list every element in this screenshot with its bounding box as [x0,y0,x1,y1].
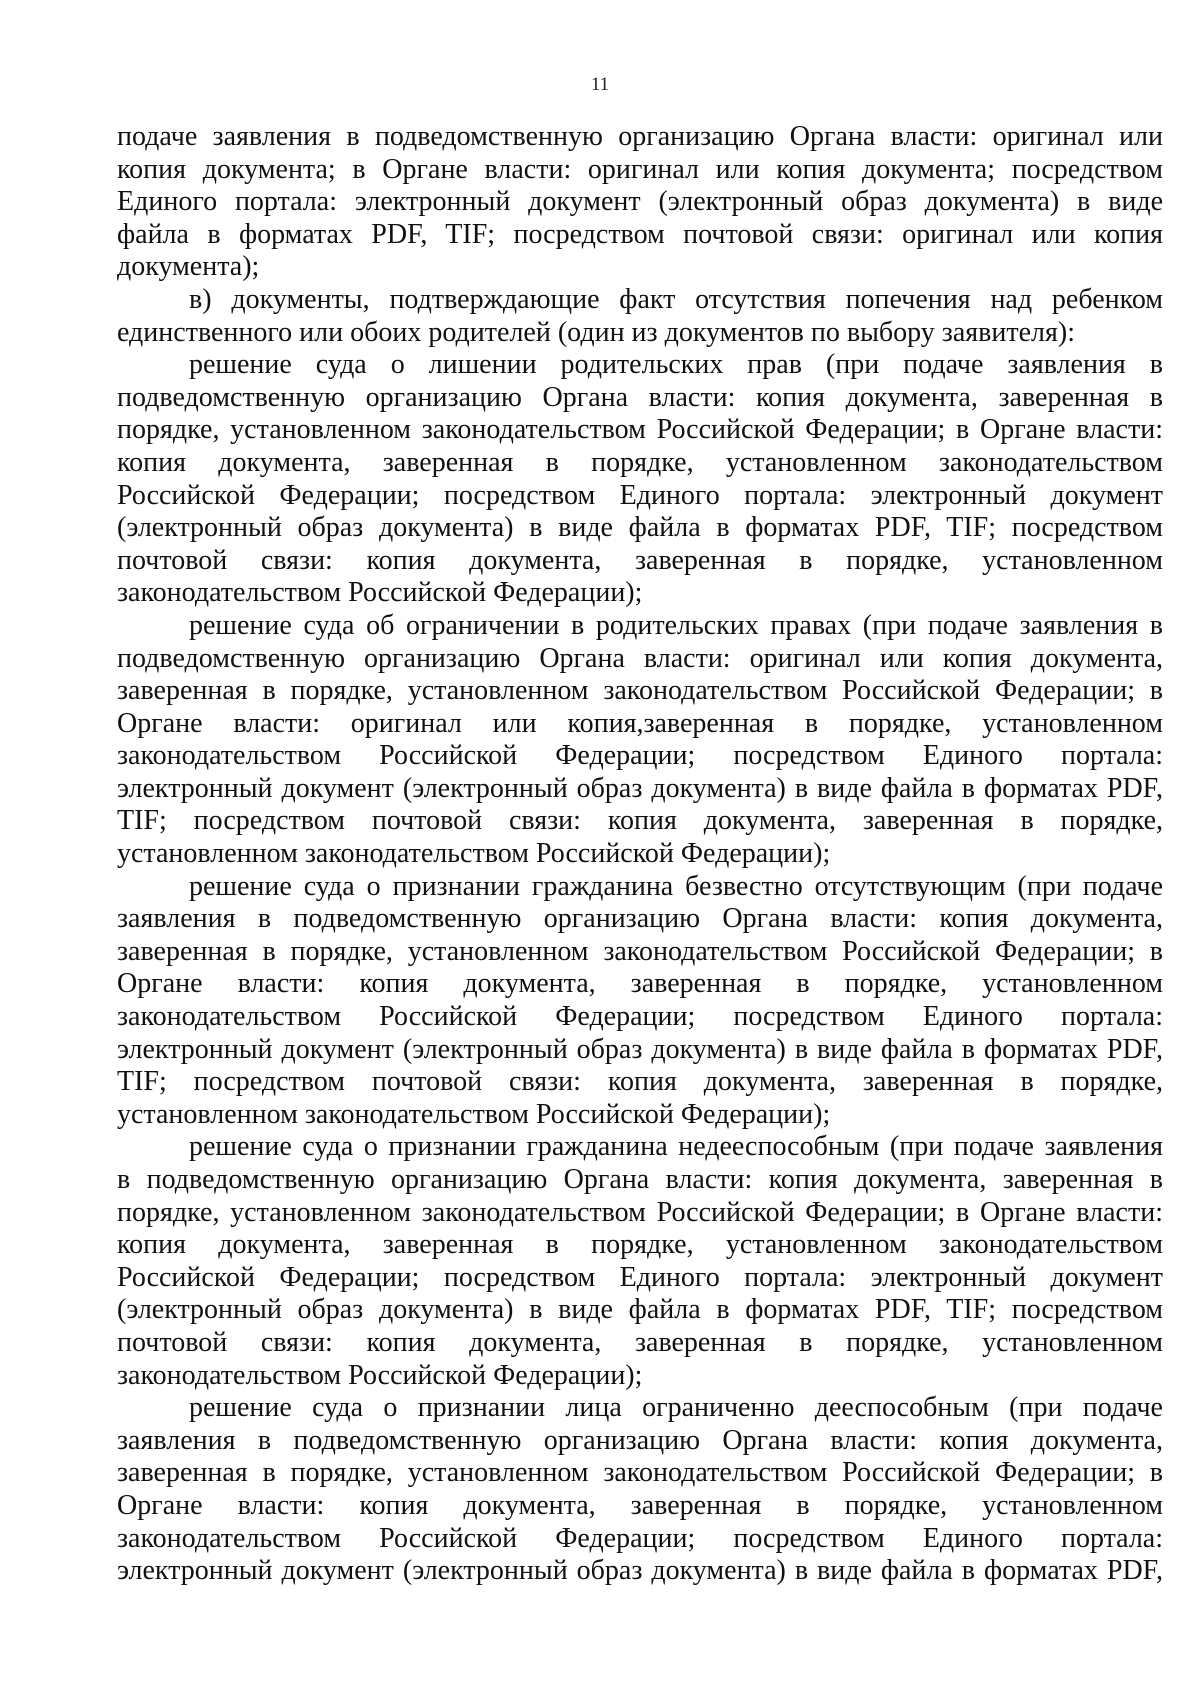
text-line: файла в форматах PDF, TIF; посредством почтовой связи: оригинал или копия [117,218,1163,250]
text-line: решение суда о лишении родительских прав (при подаче заявления в [189,349,1163,381]
text-line: электронный документ (электронный образ документа) в виде файла в форматах PDF, [117,772,1163,804]
text-line: Российской Федерации; посредством Единого портала: электронный документ [117,1261,1163,1293]
text-line: копия документа; в Органе власти: оригинал или копия документа; посредством [117,153,1163,185]
text-line: решение суда о признании гражданина безвестно отсутствующим (при подаче [189,870,1163,902]
paragraph-limited-capacity [117,1392,1163,1588]
text-line: почтовой связи: копия документа, заверенная в порядке, установленном [117,1326,1163,1358]
document-body [117,121,1163,1588]
text-line: заверенная в порядке, установленном законодательством Российской Федерации; в [117,675,1163,707]
text-line: (электронный образ документа) в виде файла в форматах PDF, TIF; посредством [117,1294,1163,1326]
page-number: 11 [590,74,610,95]
paragraph-restriction [117,610,1163,871]
text-line: Органе власти: копия документа, заверенная в порядке, установленном [117,1489,1163,1521]
text-line: решение суда о признании гражданина недееспособным (при подаче заявления [189,1131,1163,1163]
text-line: единственного или обоих родителей (один из документов по выбору заявителя): [117,316,1075,348]
paragraph-missing-person [117,871,1163,1132]
text-line: порядке, установленном законодательством Российской Федерации; в Органе власти: [117,414,1163,446]
text-line: Органе власти: копия документа, заверенная в порядке, установленном [117,968,1163,1000]
paragraph-item-v [117,284,1163,349]
text-line: законодательством Российской Федерации; посредством Единого портала: [117,1522,1163,1554]
text-line: законодательством Российской Федерации); [117,1359,643,1391]
text-line: заявления в подведомственную организацию Органа власти: копия документа, [117,903,1163,935]
text-line: в) документы, подтверждающие факт отсутствия попечения над ребенком [189,283,1163,315]
text-line: TIF; посредством почтовой связи: копия документа, заверенная в порядке, [117,805,1163,837]
text-line: копия документа, заверенная в порядке, установленном законодательством [117,446,1163,478]
text-line: почтовой связи: копия документа, заверенная в порядке, установленном [117,544,1163,576]
text-line: заверенная в порядке, установленном законодательством Российской Федерации; в [117,935,1163,967]
text-line: электронный документ (электронный образ документа) в виде файла в форматах PDF, [117,1033,1163,1065]
text-line: подведомственную организацию Органа власти: копия документа, заверенная в [117,381,1163,413]
text-line: заверенная в порядке, установленном законодательством Российской Федерации; в [117,1457,1163,1489]
text-line: TIF; посредством почтовой связи: копия документа, заверенная в порядке, [117,1066,1163,1098]
paragraph-deprivation [117,349,1163,610]
text-line: законодательством Российской Федерации; посредством Единого портала: [117,1001,1163,1033]
paragraph-incapacity [117,1131,1163,1392]
text-line: установленном законодательством Российской Федерации); [117,1098,831,1130]
text-line: Российской Федерации; посредством Единого портала: электронный документ [117,479,1163,511]
text-line: электронный документ (электронный образ документа) в виде файла в форматах PDF, [117,1555,1163,1587]
text-line: в подведомственную организацию Органа власти: копия документа, заверенная в [117,1164,1163,1195]
text-line: документа); [117,251,260,283]
text-line: подаче заявления в подведомственную организацию Органа власти: оригинал или [117,121,1163,152]
text-line: решение суда о признании лица ограниченно дееспособным (при подаче [189,1392,1163,1424]
text-line: порядке, установленном законодательством Российской Федерации; в Органе власти: [117,1196,1163,1228]
paragraph-continuation [117,121,1163,284]
text-line: законодательством Российской Федерации); [117,577,643,609]
text-line: законодательством Российской Федерации; посредством Единого портала: [117,740,1163,772]
text-line: (электронный образ документа) в виде файла в форматах PDF, TIF; посредством [117,512,1163,544]
text-line: установленном законодательством Российской Федерации); [117,838,831,870]
text-line: решение суда об ограничении в родительских правах (при подаче заявления в [189,609,1163,641]
text-line: Органе власти: оригинал или копия,заверенная в порядке, установленном [117,707,1163,739]
text-line: подведомственную организацию Органа власти: оригинал или копия документа, [117,642,1163,674]
text-line: заявления в подведомственную организацию Органа власти: копия документа, [117,1424,1163,1456]
text-line: копия документа, заверенная в порядке, установленном законодательством [117,1229,1163,1261]
text-line: Единого портала: электронный документ (электронный образ документа) в виде [117,186,1163,218]
